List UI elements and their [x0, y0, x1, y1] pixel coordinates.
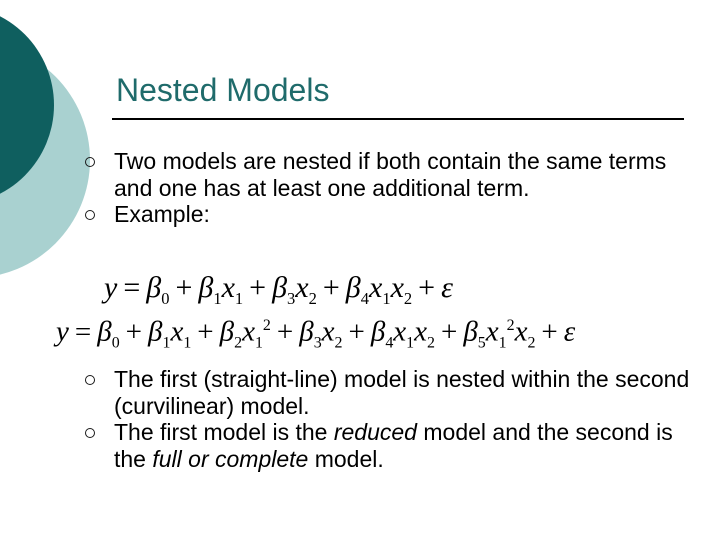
circle-bullet-icon — [85, 428, 95, 438]
full-complete-emphasis: full or complete — [152, 445, 309, 472]
equation-reduced-model: $y = \beta_0 + \beta_1x_1 + \beta_3x_2 + \beta_4x_1x_2 + \varepsilon$ — [104, 271, 453, 308]
bullet-example — [84, 201, 694, 228]
bullet-nested-definition — [84, 148, 694, 201]
bullet-text-mid: model and the second is the — [114, 419, 673, 472]
bullet-text: The first (straight-line) model is nested within the second (curvilinear) model. — [114, 366, 690, 419]
bullet-text: Two models are nested if both contain the same terms and one has at least one additional term. — [114, 148, 667, 201]
slide-title: Nested Models — [116, 72, 330, 108]
bullet-text: Example: — [114, 201, 210, 227]
bullet-text-post: model. — [308, 445, 384, 472]
bullet-list-top — [84, 148, 694, 228]
circle-bullet-icon — [85, 157, 95, 167]
bullet-nesting-statement — [84, 366, 694, 419]
reduced-emphasis: reduced — [333, 419, 417, 445]
bullet-list-bottom — [84, 366, 694, 472]
bullet-text-pre: The first model is the — [114, 419, 334, 445]
circle-bullet-icon — [85, 375, 95, 385]
title-rule — [112, 118, 684, 120]
circle-bullet-icon — [85, 210, 95, 220]
equation-full-model: $y = \beta_0 + \beta_1x_1 + \beta_2x_1^2 + \beta_3x_2 + \beta_4x_1x_2 + \beta_5x_1^2x_2 + \varepsilon$ — [56, 315, 576, 352]
bullet-reduced-full — [84, 419, 694, 472]
